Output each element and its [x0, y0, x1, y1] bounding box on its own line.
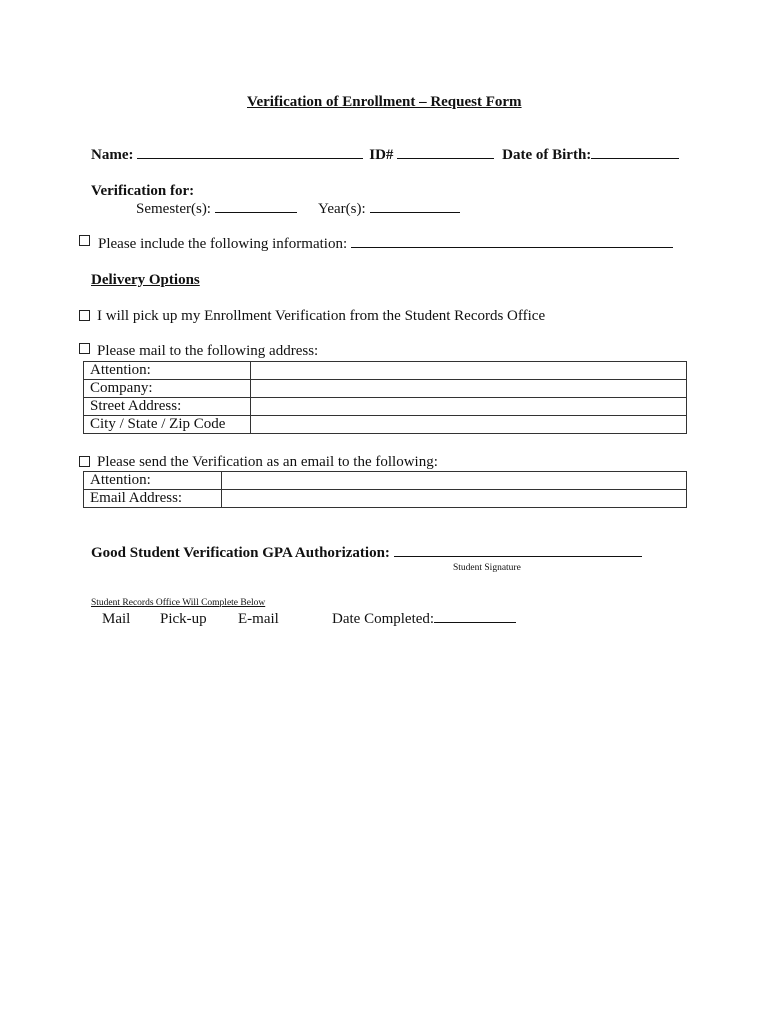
table-row — [84, 362, 687, 380]
date-completed-row — [332, 611, 516, 628]
date-completed-field[interactable] — [434, 621, 516, 623]
name-field[interactable] — [137, 157, 363, 159]
semesters-field[interactable] — [215, 211, 297, 213]
table-row — [84, 490, 687, 508]
semester-row — [136, 201, 297, 218]
identity-row — [91, 147, 679, 164]
years-field[interactable] — [370, 211, 460, 213]
mail-attention-field[interactable] — [251, 362, 687, 380]
email-table — [83, 471, 687, 508]
id-label: ID# — [369, 147, 394, 163]
pickup-label: I will pick up my Enrollment Verification from the Student Records Office — [97, 308, 546, 324]
id-field[interactable] — [397, 157, 494, 159]
include-info-checkbox[interactable] — [79, 235, 90, 246]
dob-field[interactable] — [591, 157, 679, 159]
include-info-label: Please include the following information: — [98, 236, 348, 252]
table-row — [84, 416, 687, 434]
gpa-row — [91, 545, 642, 562]
table-row — [84, 398, 687, 416]
mail-row-label: Attention: — [84, 362, 251, 380]
email-checkbox[interactable] — [79, 456, 90, 467]
email-label: Please send the Verification as an email to the following: — [97, 454, 438, 470]
signature-field[interactable] — [394, 555, 642, 557]
mail-label: Please mail to the following address: — [97, 343, 319, 359]
date-completed-label: Date Completed: — [332, 611, 435, 627]
mail-row-label: Company: — [84, 380, 251, 398]
office-option-email: E-mail — [238, 611, 279, 627]
email-row-label: Email Address: — [84, 490, 222, 508]
mail-company-field[interactable] — [251, 380, 687, 398]
verification-heading: Verification for: — [91, 183, 195, 199]
mail-checkbox[interactable] — [79, 343, 90, 354]
dob-label: Date of Birth: — [502, 147, 592, 163]
form-title: Verification of Enrollment – Request Form — [247, 94, 522, 110]
table-row — [84, 472, 687, 490]
include-info-row — [98, 236, 673, 253]
gpa-label: Good Student Verification GPA Authorization: — [91, 545, 390, 561]
signature-caption: Student Signature — [453, 563, 521, 573]
years-label: Year(s): — [318, 201, 366, 217]
delivery-heading: Delivery Options — [91, 272, 200, 288]
email-attention-field[interactable] — [222, 472, 687, 490]
name-label: Name: — [91, 147, 134, 163]
office-option-pickup: Pick-up — [160, 611, 207, 627]
mail-row-label: Street Address: — [84, 398, 251, 416]
office-heading: Student Records Office Will Complete Below — [91, 598, 266, 608]
mail-city-state-zip-field[interactable] — [251, 416, 687, 434]
email-address-field[interactable] — [222, 490, 687, 508]
mail-address-table — [83, 361, 687, 434]
mail-street-field[interactable] — [251, 398, 687, 416]
office-option-mail: Mail — [102, 611, 131, 627]
pickup-checkbox[interactable] — [79, 310, 90, 321]
mail-row-label: City / State / Zip Code — [84, 416, 251, 434]
email-row-label: Attention: — [84, 472, 222, 490]
table-row — [84, 380, 687, 398]
year-row — [318, 201, 460, 218]
include-info-field[interactable] — [351, 246, 673, 248]
semesters-label: Semester(s): — [136, 201, 211, 217]
